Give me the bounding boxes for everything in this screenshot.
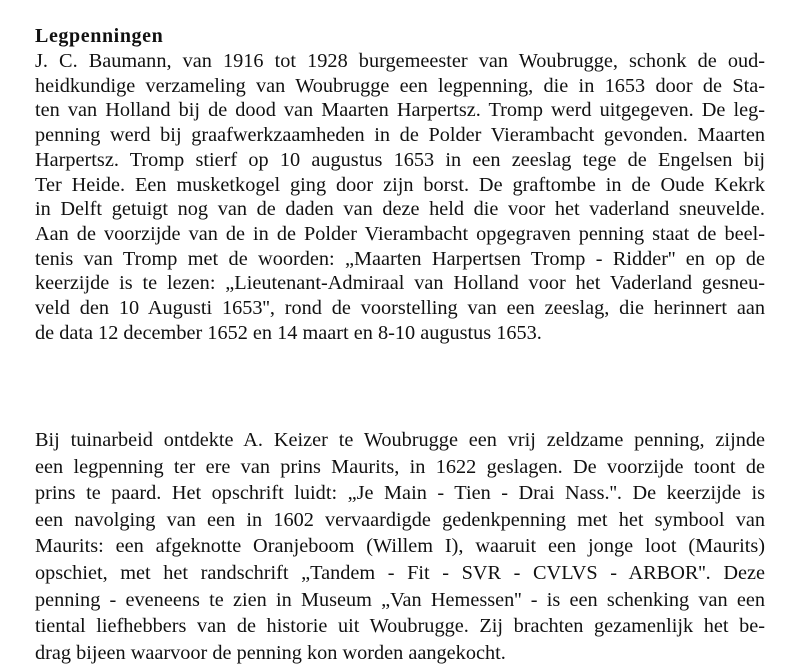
paragraph-line: penning - eveneens te zien in Museum „Van Hemessen'' - is een schenking van een (35, 588, 765, 611)
paragraph-tromp-medal (35, 49, 765, 345)
paragraph-line: J. C. Baumann, van 1916 tot 1928 burgemeester van Woubrugge, schonk de oud- (35, 50, 765, 72)
paragraph-line: penning werd bij graafwerkzaamheden in de Polder Vierambacht gevonden. Maarten (35, 124, 765, 147)
paragraph-line: opschiet, met het randschrift „Tandem - Fit - SVR - CVLVS - ARBOR''. Deze (35, 561, 765, 584)
paragraph-line: drag bijeen waarvoor de penning kon worden aangekocht. (35, 641, 506, 664)
paragraph-line: Maurits: een afgeknotte Oranjeboom (Willem I), waaruit een jonge loot (Maurits) (35, 535, 765, 558)
paragraph-line: heidkundige verzameling van Woubrugge een legpenning, die in 1653 door de Sta- (35, 74, 765, 97)
paragraph-line: een legpenning ter ere van prins Maurits, in 1622 geslagen. De voorzijde toont de (35, 455, 765, 478)
paragraph-line: prins te paard. Het opschrift luidt: „Je Main - Tien - Drai Nass.''. De keerzijde is (35, 482, 765, 505)
paragraph-line: Bij tuinarbeid ontdekte A. Keizer te Woubrugge een vrij zeldzame penning, zijnde (35, 429, 765, 451)
paragraph-line: een navolging van een in 1602 vervaardigde gedenkpenning met het symbool van (35, 508, 765, 531)
paragraph-line: Harpertsz. Tromp stierf op 10 augustus 1653 in een zeeslag tege de Engelsen bij (35, 148, 765, 171)
article-heading: Legpenningen (35, 25, 164, 47)
paragraph-line: in Delft getuigt nog van de daden van deze held die voor het vaderland sneuvelde. (35, 198, 765, 221)
paragraph-line: tiental liefhebbers van de historie uit Woubrugge. Zij brachten gezamenlijk het be- (35, 615, 765, 638)
paragraph-line: tenis van Tromp met de woorden: „Maarten Harpertsen Tromp - Ridder'' en op de (35, 247, 765, 270)
paragraph-line: Ter Heide. Een musketkogel ging door zijn borst. De graftombe in de Oude Kekrk (35, 173, 765, 196)
paragraph-line: Aan de voorzijde van de in de Polder Vierambacht opgegraven penning staat de beel- (35, 222, 765, 245)
document-page (35, 24, 765, 664)
paragraph-line: veld den 10 Augusti 1653'', rond de voorstelling van een zeeslag, die herinnert aan (35, 297, 765, 320)
paragraph-line: de data 12 december 1652 en 14 maart en 8-10 augustus 1653. (35, 321, 542, 344)
paragraph-maurits-medal (35, 427, 765, 666)
paragraph-line: ten van Holland bij de dood van Maarten Harpertsz. Tromp werd uitgegeven. De leg- (35, 99, 765, 122)
paragraph-line: keerzijde is te lezen: „Lieutenant-Admiraal van Holland voor het Vaderland gesneu- (35, 272, 765, 295)
